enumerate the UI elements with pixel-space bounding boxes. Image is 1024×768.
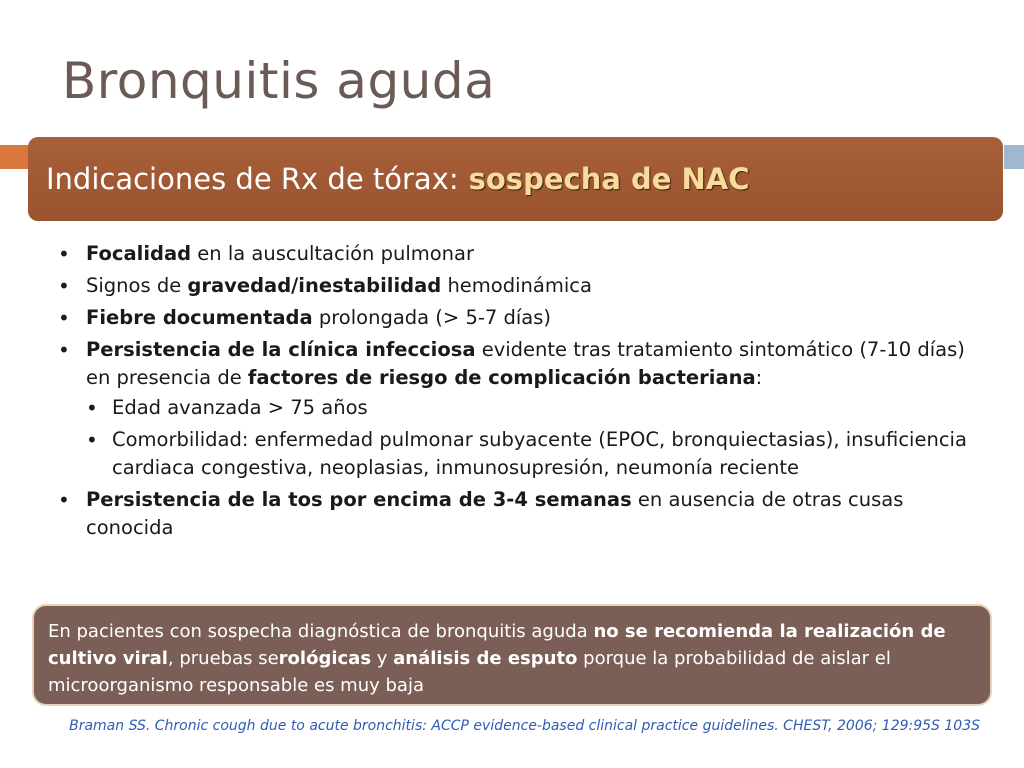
bullet-item: • Signos de gravedad/inestabilidad hemodinámica <box>58 272 988 300</box>
bullet-content <box>58 240 988 546</box>
bullet-item: • Fiebre documentada prolongada (> 5-7 días) <box>58 304 988 332</box>
bullet-item: • Focalidad en la auscultación pulmonar <box>58 240 988 268</box>
section-header-bar <box>28 137 1003 221</box>
bullet-item: • Persistencia de la clínica infecciosa evidente tras tratamiento sintomático (7-10 días) en presencia de factores de riesgo de complicación bacteriana: • Edad avanzada > 75 años • Comorbilidad: enfermedad pulmonar subyacente (EPOC, bronquiectasias), insuficiencia cardiaca congestiva, neoplasias, inmunosupresión, neumonía reciente <box>58 336 988 482</box>
slide-title: Bronquitis aguda <box>62 52 496 110</box>
header-prefix: Indicaciones de Rx de tórax: <box>46 162 459 196</box>
bullet-item: • Persistencia de la tos por encima de 3-4 semanas en ausencia de otras cusas conocida <box>58 486 988 542</box>
accent-block-right <box>1004 145 1024 169</box>
bullet-list <box>58 240 988 542</box>
sub-bullet-item: • Edad avanzada > 75 años <box>86 394 988 422</box>
sub-bullet-list <box>86 394 988 482</box>
header-highlight: sospecha de NAC <box>468 162 750 196</box>
sub-bullet-item: • Comorbilidad: enfermedad pulmonar subyacente (EPOC, bronquiectasias), insuficiencia cardiaca congestiva, neoplasias, inmunosupresión, neumonía reciente <box>86 426 988 482</box>
recommendation-note-box: En pacientes con sospecha diagnóstica de bronquitis aguda no se recomienda la realización de cultivo viral, pruebas serológicas y análisis de esputo porque la probabilidad de aislar el microorganismo responsable es muy baja <box>32 604 992 706</box>
accent-block-left <box>0 145 28 169</box>
citation: Braman SS. Chronic cough due to acute bronchitis: ACCP evidence-based clinical practice guidelines. CHEST, 2006; 129:95S 103S <box>69 718 980 734</box>
